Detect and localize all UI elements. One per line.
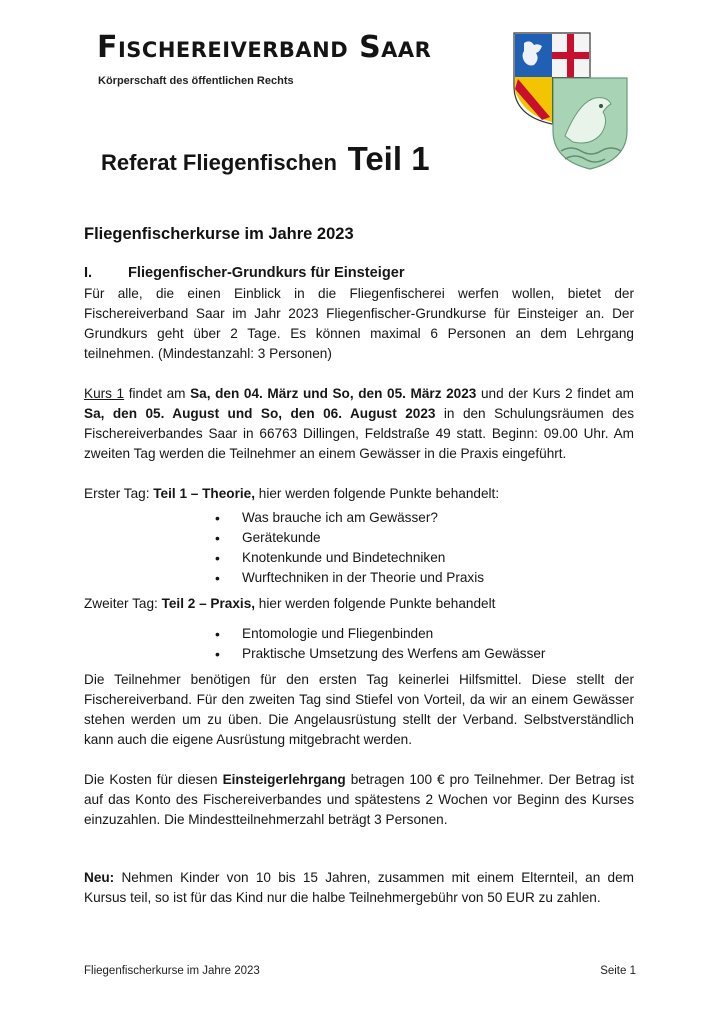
page-title	[101, 140, 430, 178]
day2-suffix: hier werden folgende Punkte behandelt	[255, 596, 496, 611]
page-number: Seite 1	[600, 965, 636, 977]
list-item: • Wurftechniken in der Theorie und Praxis	[242, 568, 634, 588]
day2-intro	[84, 594, 634, 614]
list-item: • Gerätekunde	[242, 528, 634, 548]
day2-bold: Teil 2 – Praxis,	[161, 596, 256, 611]
list-item: • Entomologie und Fliegenbinden	[242, 624, 634, 644]
dates-paragraph	[84, 384, 634, 464]
equipment-paragraph: Die Teilnehmer benötigen für den ersten Tag keinerlei Hilfsmittel. Diese stellt der Fischereiverband. Für den zweiten Tag sind Stiefel von Vorteil, da wir an einem Gewässer stehen werden um zu üben. Die Angelausrüstung stellt der Verband. Selbstverständlich kann auch die eigene Ausrüstung mitgebracht werden.	[84, 672, 634, 747]
footer-title: Fliegenfischerkurse im Jahre 2023	[84, 965, 260, 977]
sub-heading-text: Fliegenfischer-Grundkurs für Einsteiger	[128, 265, 405, 281]
new-text: Nehmen Kinder von 10 bis 15 Jahren, zusammen mit einem Elternteil, an dem Kursus teil, so ist für das Kind nur die halbe Teilnehmergebühr von 50 EUR zu zahlen.	[84, 870, 634, 905]
list-item: • Knotenkunde und Bindetechniken	[242, 548, 634, 568]
sub-heading	[84, 262, 634, 284]
new-label: Neu:	[84, 870, 115, 885]
day1-prefix: Erster Tag:	[84, 486, 154, 501]
title-part-1: Referat Fliegenfischen	[101, 150, 337, 175]
costs-text-1: Die Kosten für diesen	[84, 772, 223, 787]
day2-list	[84, 624, 634, 664]
costs-bold: Einsteigerlehrgang	[222, 772, 346, 787]
day1-bold: Teil 1 – Theorie,	[153, 486, 255, 501]
day2-prefix: Zweiter Tag:	[84, 596, 162, 611]
dates-text-2: und der Kurs 2 findet am	[476, 386, 634, 401]
main-content	[84, 262, 634, 908]
kurs1-dates: Sa, den 04. März und So, den 05. März 2023	[190, 386, 477, 401]
kurs1-label: Kurs 1	[84, 386, 125, 401]
intro-paragraph: Für alle, die einen Einblick in die Fliegenfischerei werfen wollen, bietet der Fischereiverband Saar im Jahr 2023 Fliegenfischer-Grundkurse für Einsteiger an. Der Grundkurs geht über 2 Tage. Es können maximal 6 Personen an dem Lehrgang teilnehmen. (Mindestanzahl: 3 Personen)	[84, 286, 634, 361]
day1-suffix: hier werden folgende Punkte behandelt:	[255, 486, 500, 501]
dates-text-1: findet am	[124, 386, 191, 401]
costs-text-2: betragen 100 € pro Teilnehmer. Der Betrag ist auf das Konto des Fischereiverbandes und spätestens 2 Wochen vor Beginn des Kurses einzuzahlen. Die Mindestteilnehmerzahl beträgt 3 Personen.	[84, 772, 634, 827]
day1-intro	[84, 484, 634, 504]
new-paragraph	[84, 868, 634, 908]
org-subtitle: Körperschaft des öffentlichen Rechts	[98, 75, 294, 87]
title-part-2: Teil 1	[347, 140, 430, 177]
org-name: Fischereiverband Saar	[97, 30, 432, 65]
section-heading: Fliegenfischerkurse im Jahre 2023	[84, 225, 354, 243]
dates-text-3: in den Schulungsräumen des Fischereiverbandes Saar in 66763 Dillingen, Feldstraße 49 statt. Beginn: 09.00 Uhr. Am zweiten Tag werden die Teilnehmer an einem Gewässer in die Praxis eingeführt.	[84, 406, 635, 461]
list-item: • Praktische Umsetzung des Werfens am Gewässer	[242, 644, 634, 664]
sub-heading-number: I.	[84, 265, 93, 281]
day1-list	[84, 508, 634, 588]
fish-crest-icon	[551, 76, 629, 171]
costs-paragraph	[84, 770, 634, 830]
list-item: • Was brauche ich am Gewässer?	[242, 508, 634, 528]
kurs2-dates: Sa, den 05. August und So, den 06. August 2023	[84, 406, 436, 421]
